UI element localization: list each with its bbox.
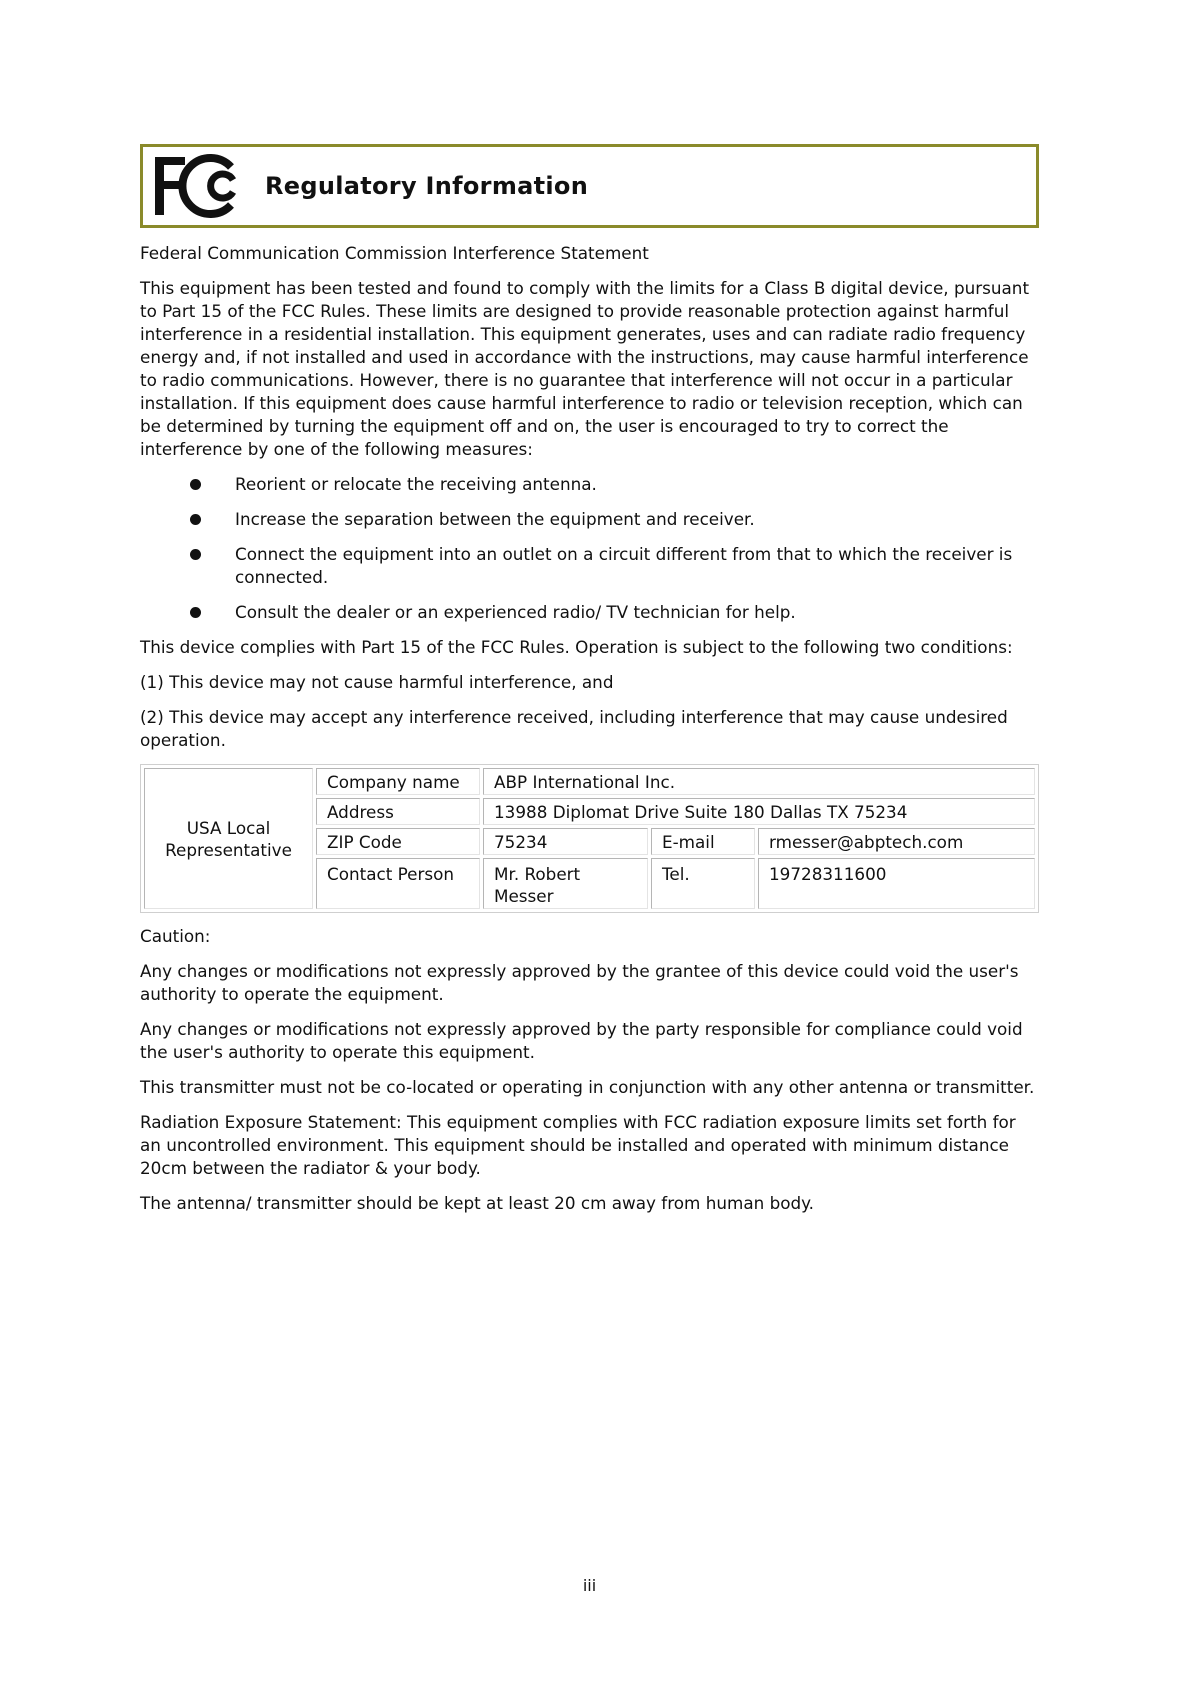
contact-label: Contact Person <box>316 858 480 909</box>
tel-label: Tel. <box>651 858 755 909</box>
measure-text: Increase the separation between the equipment and receiver. <box>235 509 755 529</box>
company-name-value: ABP International Inc. <box>483 768 1035 795</box>
rep-label-line2: Representative <box>165 839 292 860</box>
measure-text: Consult the dealer or an experienced radio/ TV technician for help. <box>235 602 796 622</box>
condition-2: (2) This device may accept any interference received, including interference that may cause undesired operation. <box>140 707 1008 750</box>
transmitter-paragraph: This transmitter must not be co-located or operating in conjunction with any other antenna or transmitter. <box>140 1077 1035 1097</box>
condition-1: (1) This device may not cause harmful interference, and <box>140 672 614 692</box>
representative-table <box>140 764 1039 913</box>
email-value: rmesser@abptech.com <box>758 828 1035 855</box>
list-item <box>140 543 1039 589</box>
bullet-icon <box>140 508 235 531</box>
measures-list <box>140 473 1039 624</box>
table-row <box>144 768 1035 795</box>
bullet-icon <box>140 601 235 624</box>
zip-label: ZIP Code <box>316 828 480 855</box>
document-page <box>140 144 1039 1215</box>
bullet-icon <box>140 473 235 496</box>
page-number: iii <box>582 1576 597 1595</box>
caution-title: Caution: <box>140 926 211 946</box>
zip-value: 75234 <box>483 828 648 855</box>
company-name-label: Company name <box>316 768 480 795</box>
rep-label-line1: USA Local <box>186 817 271 838</box>
antenna-paragraph: The antenna/ transmitter should be kept at least 20 cm away from human body. <box>140 1193 815 1213</box>
address-value: 13988 Diplomat Drive Suite 180 Dallas TX 75234 <box>483 798 1035 825</box>
regulatory-header <box>140 144 1039 228</box>
fcc-logo-icon <box>153 153 245 219</box>
statement-title: Federal Communication Commission Interference Statement <box>140 243 649 263</box>
caution-paragraph-1: Any changes or modifications not expressly approved by the grantee of this device could void the user's authority to operate the equipment. <box>140 961 1019 1004</box>
email-label: E-mail <box>651 828 755 855</box>
rep-label-cell <box>144 768 313 909</box>
address-label: Address <box>316 798 480 825</box>
tel-value: 19728311600 <box>758 858 1035 909</box>
contact-value: Mr. Robert Messer <box>483 858 648 909</box>
intro-paragraph: This equipment has been tested and found to comply with the limits for a Class B digital device, pursuant to Part 15 of the FCC Rules. These limits are designed to provide reasonable protection against harmful interference in a residential installation. This equipment generates, uses and can radiate radio frequency energy and, if not installed and used in accordance with the instructions, may cause harmful interference to radio communications. However, there is no guarantee that interference will not occur in a particular installation. If this equipment does cause harmful interference to radio or television reception, which can be determined by turning the equipment off and on, the user is encouraged to try to correct the interference by one of the following measures: <box>140 278 1030 459</box>
list-item <box>140 601 1039 624</box>
page-title: Regulatory Information <box>265 172 589 200</box>
bullet-icon <box>140 543 235 589</box>
measure-text: Reorient or relocate the receiving antenna. <box>235 474 597 494</box>
measure-text: Connect the equipment into an outlet on a circuit different from that to which the receiver is connected. <box>235 544 1013 587</box>
list-item <box>140 508 1039 531</box>
caution-paragraph-2: Any changes or modifications not expressly approved by the party responsible for compliance could void the user's authority to operate this equipment. <box>140 1019 1023 1062</box>
list-item <box>140 473 1039 496</box>
radiation-paragraph: Radiation Exposure Statement: This equipment complies with FCC radiation exposure limits set forth for an uncontrolled environment. This equipment should be installed and operated with minimum distance 20cm between the radiator & your body. <box>140 1112 1016 1178</box>
compliance-paragraph: This device complies with Part 15 of the FCC Rules. Operation is subject to the following two conditions: <box>140 637 1013 657</box>
